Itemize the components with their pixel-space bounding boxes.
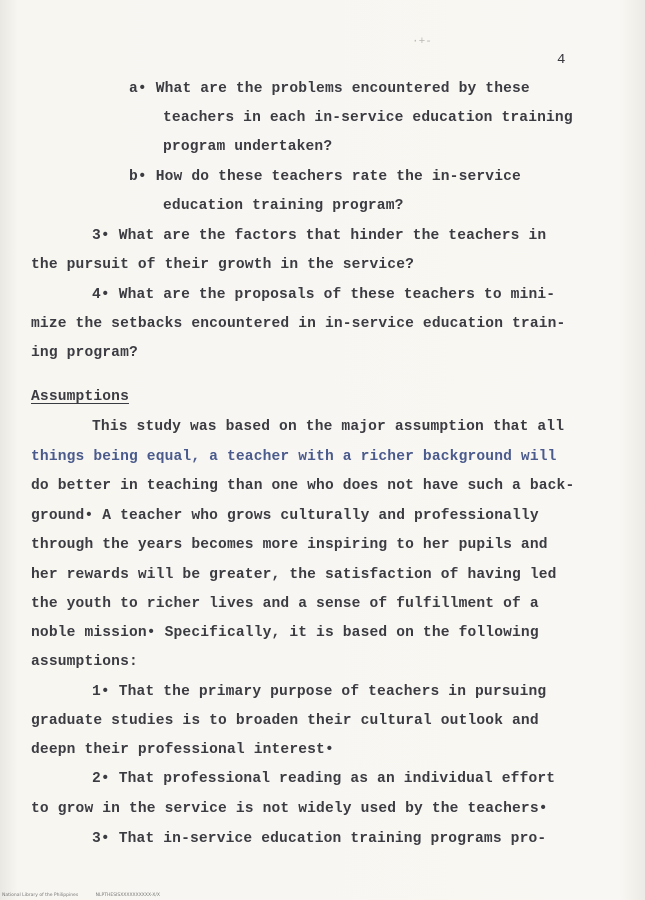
text-line: This study was based on the major assumption that all (92, 419, 565, 435)
page-number: 4 (557, 52, 566, 68)
text-line: a• What are the problems encountered by these (129, 81, 530, 97)
text-line: 3• That in-service education training programs pro- (92, 831, 547, 847)
text-line: program undertaken? (163, 139, 333, 155)
text-line: the youth to richer lives and a sense of fulfillment of a (31, 596, 539, 612)
text-line: her rewards will be greater, the satisfaction of having led (31, 567, 557, 583)
text-line: graduate studies is to broaden their cultural outlook and (31, 713, 539, 729)
text-line: 2• That professional reading as an individual effort (92, 771, 556, 787)
text-line: education training program? (163, 198, 404, 214)
text-line: do better in teaching than one who does not have such a back- (31, 478, 575, 494)
text-line: 1• That the primary purpose of teachers in pursuing (92, 684, 547, 700)
text-line: b• How do these teachers rate the in-service (129, 169, 521, 185)
page-smudge: ·+- (412, 36, 432, 48)
text-line: through the years becomes more inspiring to her pupils and (31, 537, 548, 553)
text-line: ground• A teacher who grows culturally and professionally (31, 508, 539, 524)
footer-left: National Library of the Philippines (2, 893, 79, 898)
scan-footer (2, 893, 176, 898)
footer-right: NLPTHESISXXXXXXXXXX-X/X (95, 893, 160, 898)
text-line: assumptions: (31, 654, 138, 670)
text-line: teachers in each in-service education training (163, 110, 573, 126)
text-line: mize the setbacks encountered in in-service education train- (31, 316, 566, 332)
text-line: the pursuit of their growth in the service? (31, 257, 415, 273)
text-line: to grow in the service is not widely used by the teachers• (31, 801, 548, 817)
text-line: noble mission• Specifically, it is based on the following (31, 625, 539, 641)
text-line: things being equal, a teacher with a richer background will (31, 449, 557, 465)
section-heading: Assumptions (31, 389, 129, 405)
text-line: 3• What are the factors that hinder the teachers in (92, 228, 547, 244)
text-line: deepn their professional interest• (31, 742, 334, 758)
text-line: 4• What are the proposals of these teachers to mini- (92, 287, 556, 303)
text-line: ing program? (31, 345, 138, 361)
